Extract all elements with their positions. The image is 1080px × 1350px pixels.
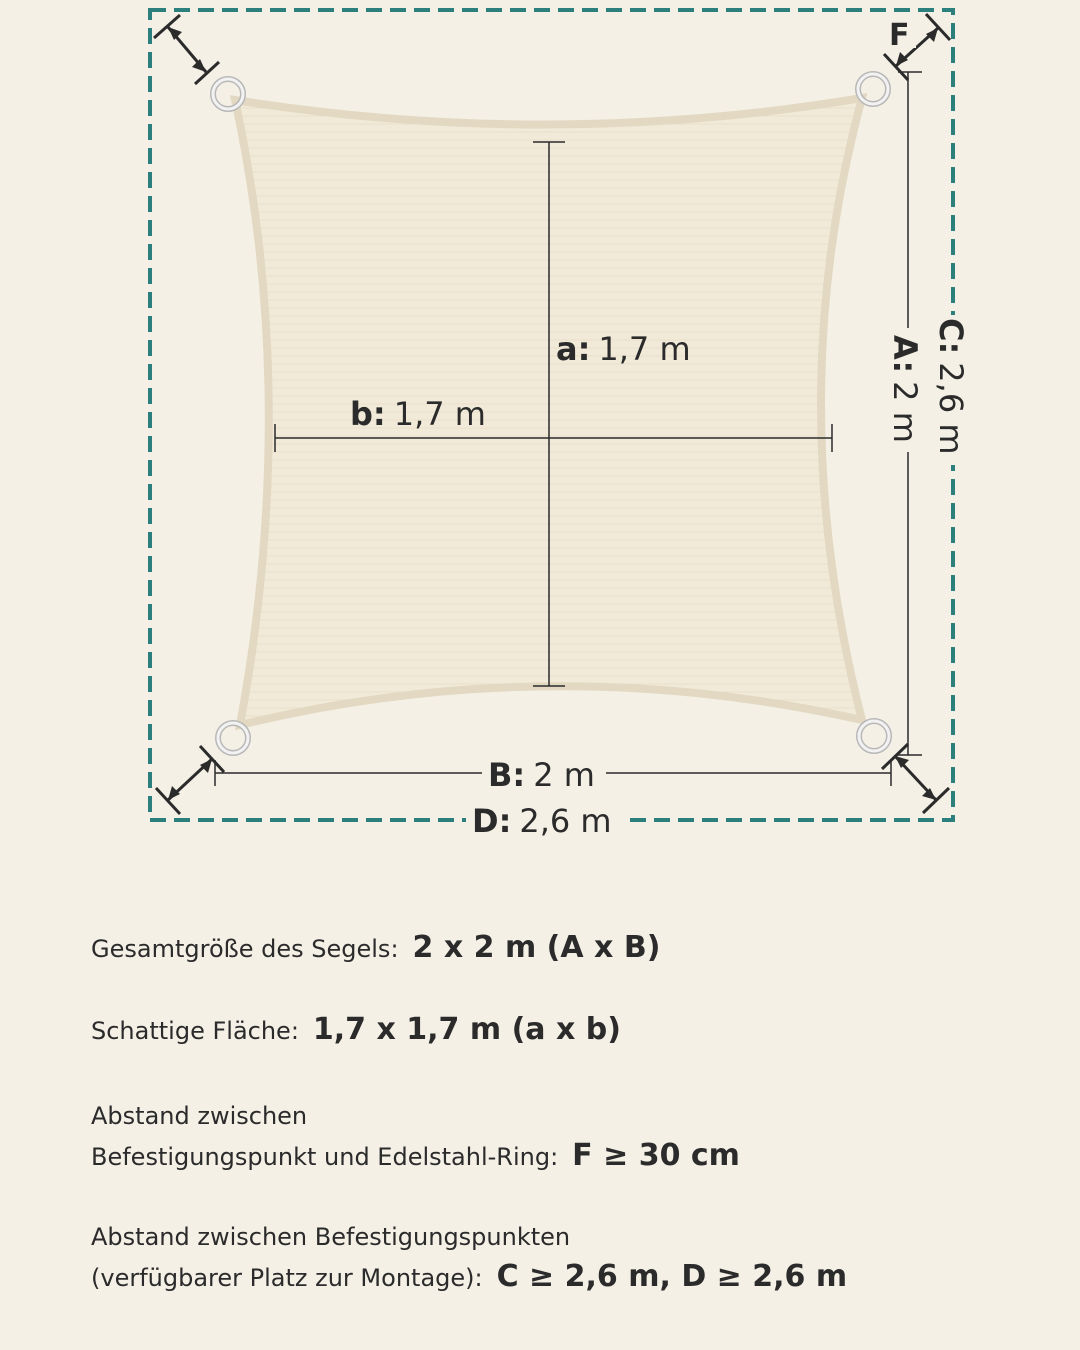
spec-mount-distance-label-1: Abstand zwischen Befestigungspunkten [91,1223,571,1251]
label-b-value: 1,7 m [393,395,486,433]
label-C [932,318,970,455]
label-B-value: 2 m [533,756,595,794]
label-B-key: B: [488,756,526,794]
label-D-value: 2,6 m [519,802,612,840]
spec-mount-distance-line-2 [91,1257,847,1298]
label-B [488,756,595,794]
ring-bottom-right [859,721,889,751]
distance-arrow-top-left [154,15,219,84]
spec-shade-area-label: Schattige Fläche: [91,1017,299,1045]
label-D [472,802,612,840]
spec-total-size-label: Gesamtgröße des Segels: [91,935,399,963]
label-b [350,395,486,433]
spec-mount-distance-label-2: (verfügbarer Platz zur Montage): [91,1264,483,1292]
spec-ring-distance-label-1: Abstand zwischen [91,1102,308,1130]
spec-shade-area-value: 1,7 x 1,7 m (a x b) [312,1012,621,1047]
label-b-key: b: [350,395,386,433]
ring-top-left [213,79,243,109]
spec-ring-distance-label-2: Befestigungspunkt und Edelstahl-Ring: [91,1143,559,1171]
label-F: F [889,18,910,53]
spec-mount-distance-value: C ≥ 2,6 m, D ≥ 2,6 m [496,1259,848,1294]
label-A [886,335,924,443]
label-a-value: 1,7 m [598,330,691,368]
spec-mount-distance [91,1217,847,1298]
label-A-value: 2 m [886,381,924,443]
label-C-value: 2,6 m [932,362,970,455]
label-a [556,330,691,368]
label-D-key: D: [472,802,512,840]
ring-bottom-left [218,723,248,753]
ring-top-right [858,74,888,104]
label-C-key: C: [932,318,970,355]
spec-shade-area [91,1012,621,1047]
distance-arrow-bottom-left [156,746,224,814]
spec-total-size-value: 2 x 2 m (A x B) [412,930,661,965]
spec-ring-distance-line-2 [91,1136,740,1177]
spec-ring-distance-value: F ≥ 30 cm [572,1138,740,1173]
label-A-key: A: [886,335,924,374]
spec-ring-distance [91,1096,740,1177]
label-a-key: a: [556,330,591,368]
spec-total-size [91,930,660,965]
